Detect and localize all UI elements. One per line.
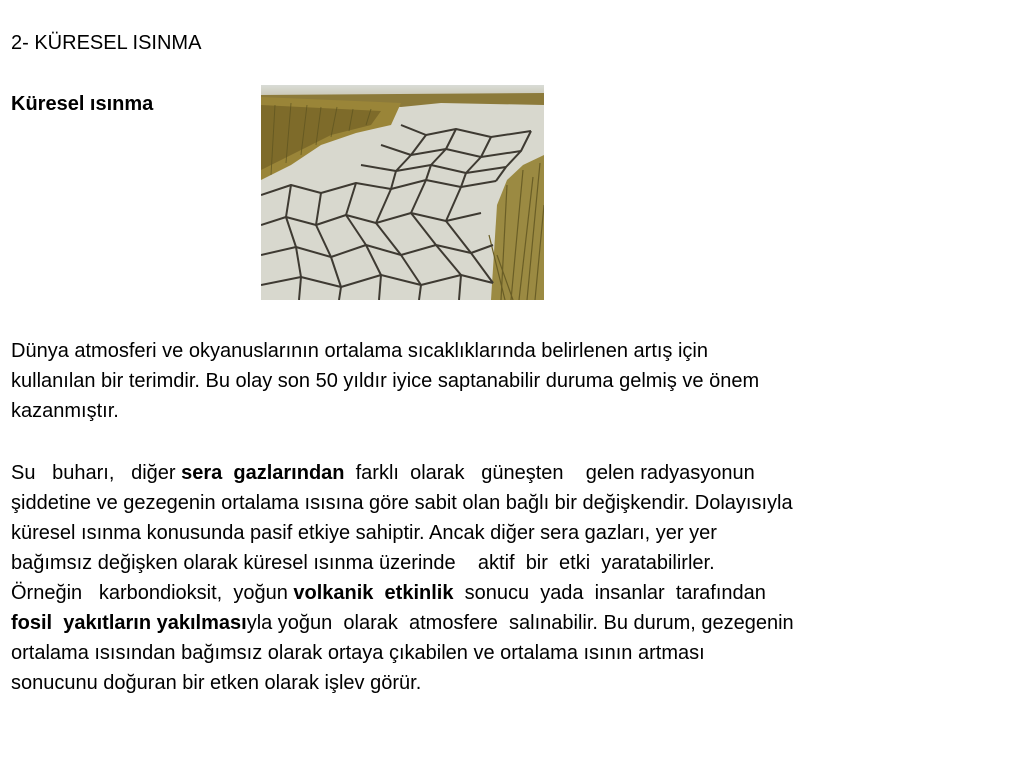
keyword-greenhouse-gases: sera gazlarından (181, 462, 345, 484)
slide-title: 2- KÜRESEL ISINMA (11, 32, 202, 54)
text-run: Su buharı, diğer (11, 462, 182, 484)
paragraph1-line1: Dünya atmosferi ve okyanuslarının ortalama sıcaklıklarında belirlenen artış için (11, 340, 708, 362)
paragraph2-line1 (11, 458, 1016, 488)
cracked-earth-image (261, 85, 544, 300)
paragraph2-line4: bağımsız değişken olarak küresel ısınma üzerinde aktif bir etki yaratabilirler. (11, 552, 715, 574)
paragraph2-line2: şiddetine ve gezegenin ortalama ısısına göre sabit olan bağlı bir değişkendir. Dolayısıyla (11, 492, 793, 514)
paragraph2-line5 (11, 578, 1016, 608)
paragraph2-line3: küresel ısınma konusunda pasif etkiye sahiptir. Ancak diğer sera gazları, yer yer (11, 522, 717, 544)
text-run: Örneğin karbondioksit, yoğun (11, 582, 294, 604)
keyword-volcanic-activity: volkanik etkinlik (293, 582, 454, 604)
paragraph2-line6 (11, 608, 1016, 638)
paragraph1-line2: kullanılan bir terimdir. Bu olay son 50 yıldır iyice saptanabilir duruma gelmiş ve önem (11, 370, 760, 392)
slide-subtitle: Küresel ısınma (11, 93, 154, 115)
paragraph-definition (11, 336, 1016, 426)
text-run: yla yoğun olarak atmosfere salınabilir. Bu durum, gezegenin (246, 612, 794, 634)
keyword-fossil-fuels: fosil yakıtların yakılması (11, 612, 247, 634)
paragraph-explanation (11, 458, 1016, 698)
paragraph2-line7: ortalama ısısından bağımsız olarak ortaya çıkabilen ve ortalama ısının artması (11, 642, 705, 664)
paragraph1-line3: kazanmıştır. (11, 400, 119, 422)
text-run: sonucu yada insanlar tarafından (453, 582, 766, 604)
paragraph2-line8: sonucunu doğuran bir etken olarak işlev görür. (11, 672, 422, 694)
text-run: farklı olarak güneşten gelen radyasyonun (344, 462, 755, 484)
